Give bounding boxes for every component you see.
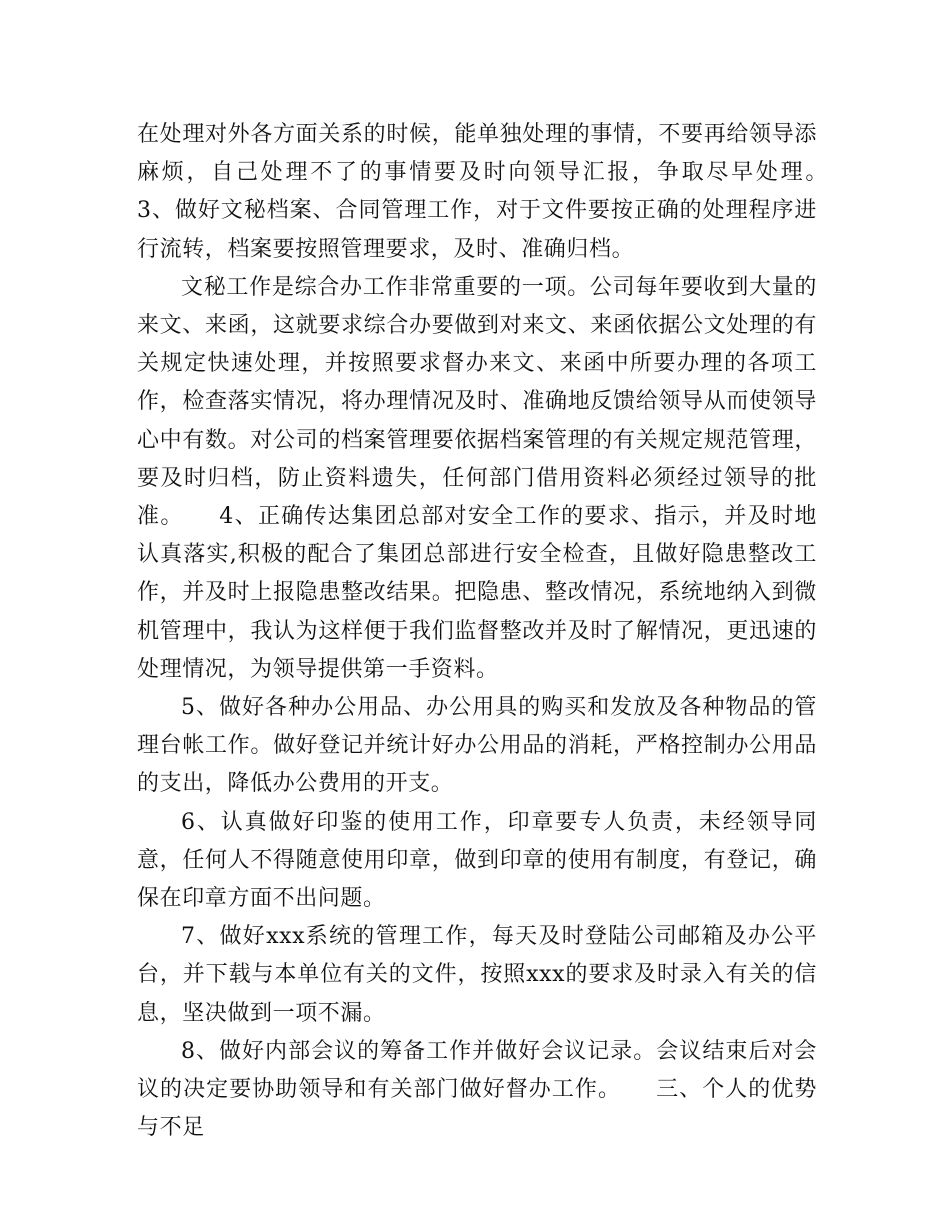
paragraph-4: 6、认真做好印鉴的使用工作，印章要专人负责，未经领导同意，任何人不得随意使用印章，做到印章的使用有制度，有登记，确保在印章方面不出问题。 — [137, 809, 817, 912]
paragraph-2: 文秘工作是综合办工作非常重要的一项。公司每年要收到大量的来文、来函，这就要求综合办要做到对来文、来函依据公文处理的有关规定快速处理，并按照要求督办来文、来函中所要办理的各项工作，检查落实情况，将办理情况及时、准确地反馈给领导从而使领导心中有数。对公司的档案管理要依据档案管理的有关规定规范管理，要及时归档，防止资料遗失，任何部门借用资料必须经过领导的批准。 4、正确传达集团总部对安全工作的要求、指示，并及时地认真落实,积极的配合了集团总部进行安全检查，且做好隐患整改工作，并及时上报隐患整改结果。把隐患、整改情况，系统地纳入到微机管理中，我认为这样便于我们监督整改并及时了解情况，更迅速的处理情况，为领导提供第一手资料。 — [137, 274, 817, 682]
paragraph-5: 7、做好xxx系统的管理工作，每天及时登陆公司邮箱及办公平台，并下载与本单位有关的文件，按照xxx的要求及时录入有关的信息，坚决做到一项不漏。 — [137, 924, 817, 1026]
paragraph-1: 在处理对外各方面关系的时候，能单独处理的事情，不要再给领导添麻烦，自己处理不了的事情要及时向领导汇报，争取尽早处理。 3、做好文秘档案、合同管理工作，对于文件要按正确的处理程序进行流转，档案要按照管理要求，及时、准确归档。 — [137, 122, 863, 262]
document-body — [137, 116, 863, 1147]
paragraph-6: 8、做好内部会议的筹备工作并做好会议记录。会议结束后对会议的决定要协助领导和有关部门做好督办工作。 三、个人的优势与不足 — [137, 1038, 817, 1141]
paragraph-3: 5、做好各种办公用品、办公用具的购买和发放及各种物品的管理台帐工作。做好登记并统计好办公用品的消耗，严格控制办公用品的支出，降低办公费用的开支。 — [137, 695, 817, 797]
